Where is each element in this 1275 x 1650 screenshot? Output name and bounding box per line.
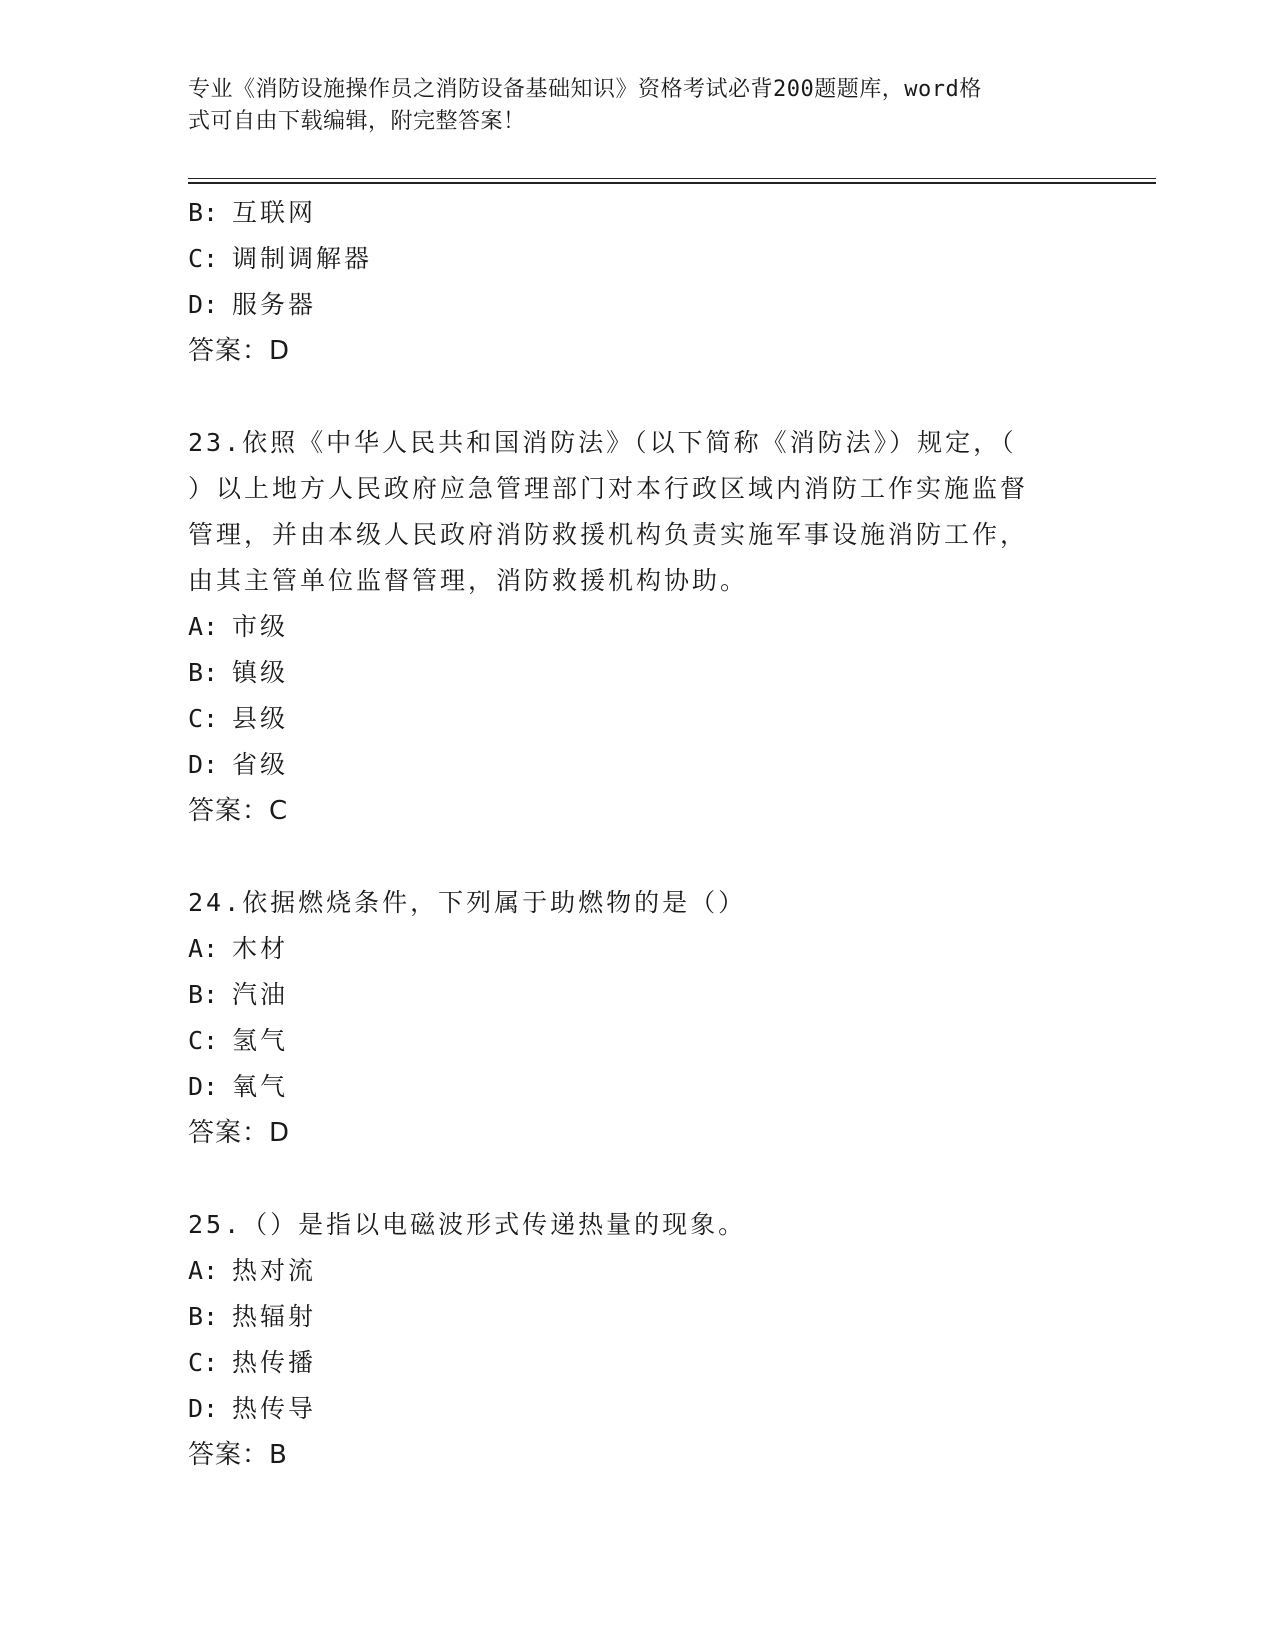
option-d [188, 1064, 1088, 1110]
answer: 答案：C [188, 796, 289, 826]
option-key: A: [188, 934, 219, 963]
stem-line: 24.依据燃烧条件，下列属于助燃物的是（） [188, 888, 747, 917]
option-key: C: [188, 1348, 219, 1377]
option-c [188, 1340, 1088, 1386]
option-a [188, 1248, 1088, 1294]
answer: 答案：B [188, 1440, 288, 1470]
header-line-1: 专业《消防设施操作员之消防设备基础知识》资格考试必背200题题库，word格 [188, 77, 982, 102]
option-b [188, 972, 1088, 1018]
spacer [188, 834, 1088, 880]
option-key: C: [188, 1026, 219, 1055]
prev-question-block [188, 190, 1088, 374]
option-a [188, 604, 1088, 650]
option-text: 省级 [232, 750, 289, 779]
option-c [188, 236, 1088, 282]
option-key: A: [188, 612, 219, 641]
option-b [188, 1294, 1088, 1340]
question-25 [188, 1202, 1088, 1478]
stem-line: 25.（）是指以电磁波形式传递热量的现象。 [188, 1210, 747, 1239]
option-d [188, 282, 1088, 328]
option-text: 市级 [232, 612, 289, 641]
option-text: 汽油 [232, 980, 289, 1009]
option-key: B: [188, 658, 219, 687]
header-line-2: 式可自由下载编辑，附完整答案！ [188, 109, 526, 134]
option-text: 县级 [232, 704, 289, 733]
question-24 [188, 880, 1088, 1156]
option-a [188, 926, 1088, 972]
option-c [188, 1018, 1088, 1064]
option-text: 氢气 [232, 1026, 289, 1055]
spacer [188, 1156, 1088, 1202]
option-text: 热传导 [232, 1394, 317, 1423]
stem-line: 管理，并由本级人民政府消防救援机构负责实施军事设施消防工作， [188, 520, 1029, 549]
option-d [188, 1386, 1088, 1432]
option-text: 热对流 [232, 1256, 317, 1285]
option-c [188, 696, 1088, 742]
option-text: 木材 [232, 934, 289, 963]
option-b [188, 650, 1088, 696]
option-key: C: [188, 704, 219, 733]
option-key: B: [188, 980, 219, 1009]
option-key: D: [188, 1072, 219, 1101]
option-text: 调制调解器 [232, 244, 373, 273]
option-text: 氧气 [232, 1072, 289, 1101]
spacer [188, 374, 1088, 420]
option-key: D: [188, 1394, 219, 1423]
option-text: 热传播 [232, 1348, 317, 1377]
option-text: 镇级 [232, 658, 289, 687]
page-header [188, 74, 1088, 138]
question-stem [188, 1202, 1068, 1248]
header-divider [188, 178, 1156, 184]
answer: 答案：D [188, 1118, 291, 1148]
question-stem [188, 880, 1068, 926]
answer: 答案：D [188, 336, 291, 366]
option-b [188, 190, 1088, 236]
option-text: 服务器 [232, 290, 317, 319]
option-d [188, 742, 1088, 788]
option-text: 互联网 [232, 198, 317, 227]
option-key: B: [188, 1302, 219, 1331]
question-23 [188, 420, 1088, 834]
option-key: C: [188, 244, 219, 273]
stem-line: ）以上地方人民政府应急管理部门对本行政区域内消防工作实施监督 [188, 474, 1029, 503]
option-key: D: [188, 750, 219, 779]
option-key: A: [188, 1256, 219, 1285]
option-text: 热辐射 [232, 1302, 317, 1331]
stem-line: 23.依照《中华人民共和国消防法》（以下简称《消防法》）规定，（ [188, 428, 1017, 457]
option-key: B: [188, 198, 219, 227]
option-key: D: [188, 290, 219, 319]
question-stem [188, 420, 1068, 604]
stem-line: 由其主管单位监督管理，消防救援机构协助。 [188, 566, 749, 595]
question-list [188, 190, 1088, 1478]
